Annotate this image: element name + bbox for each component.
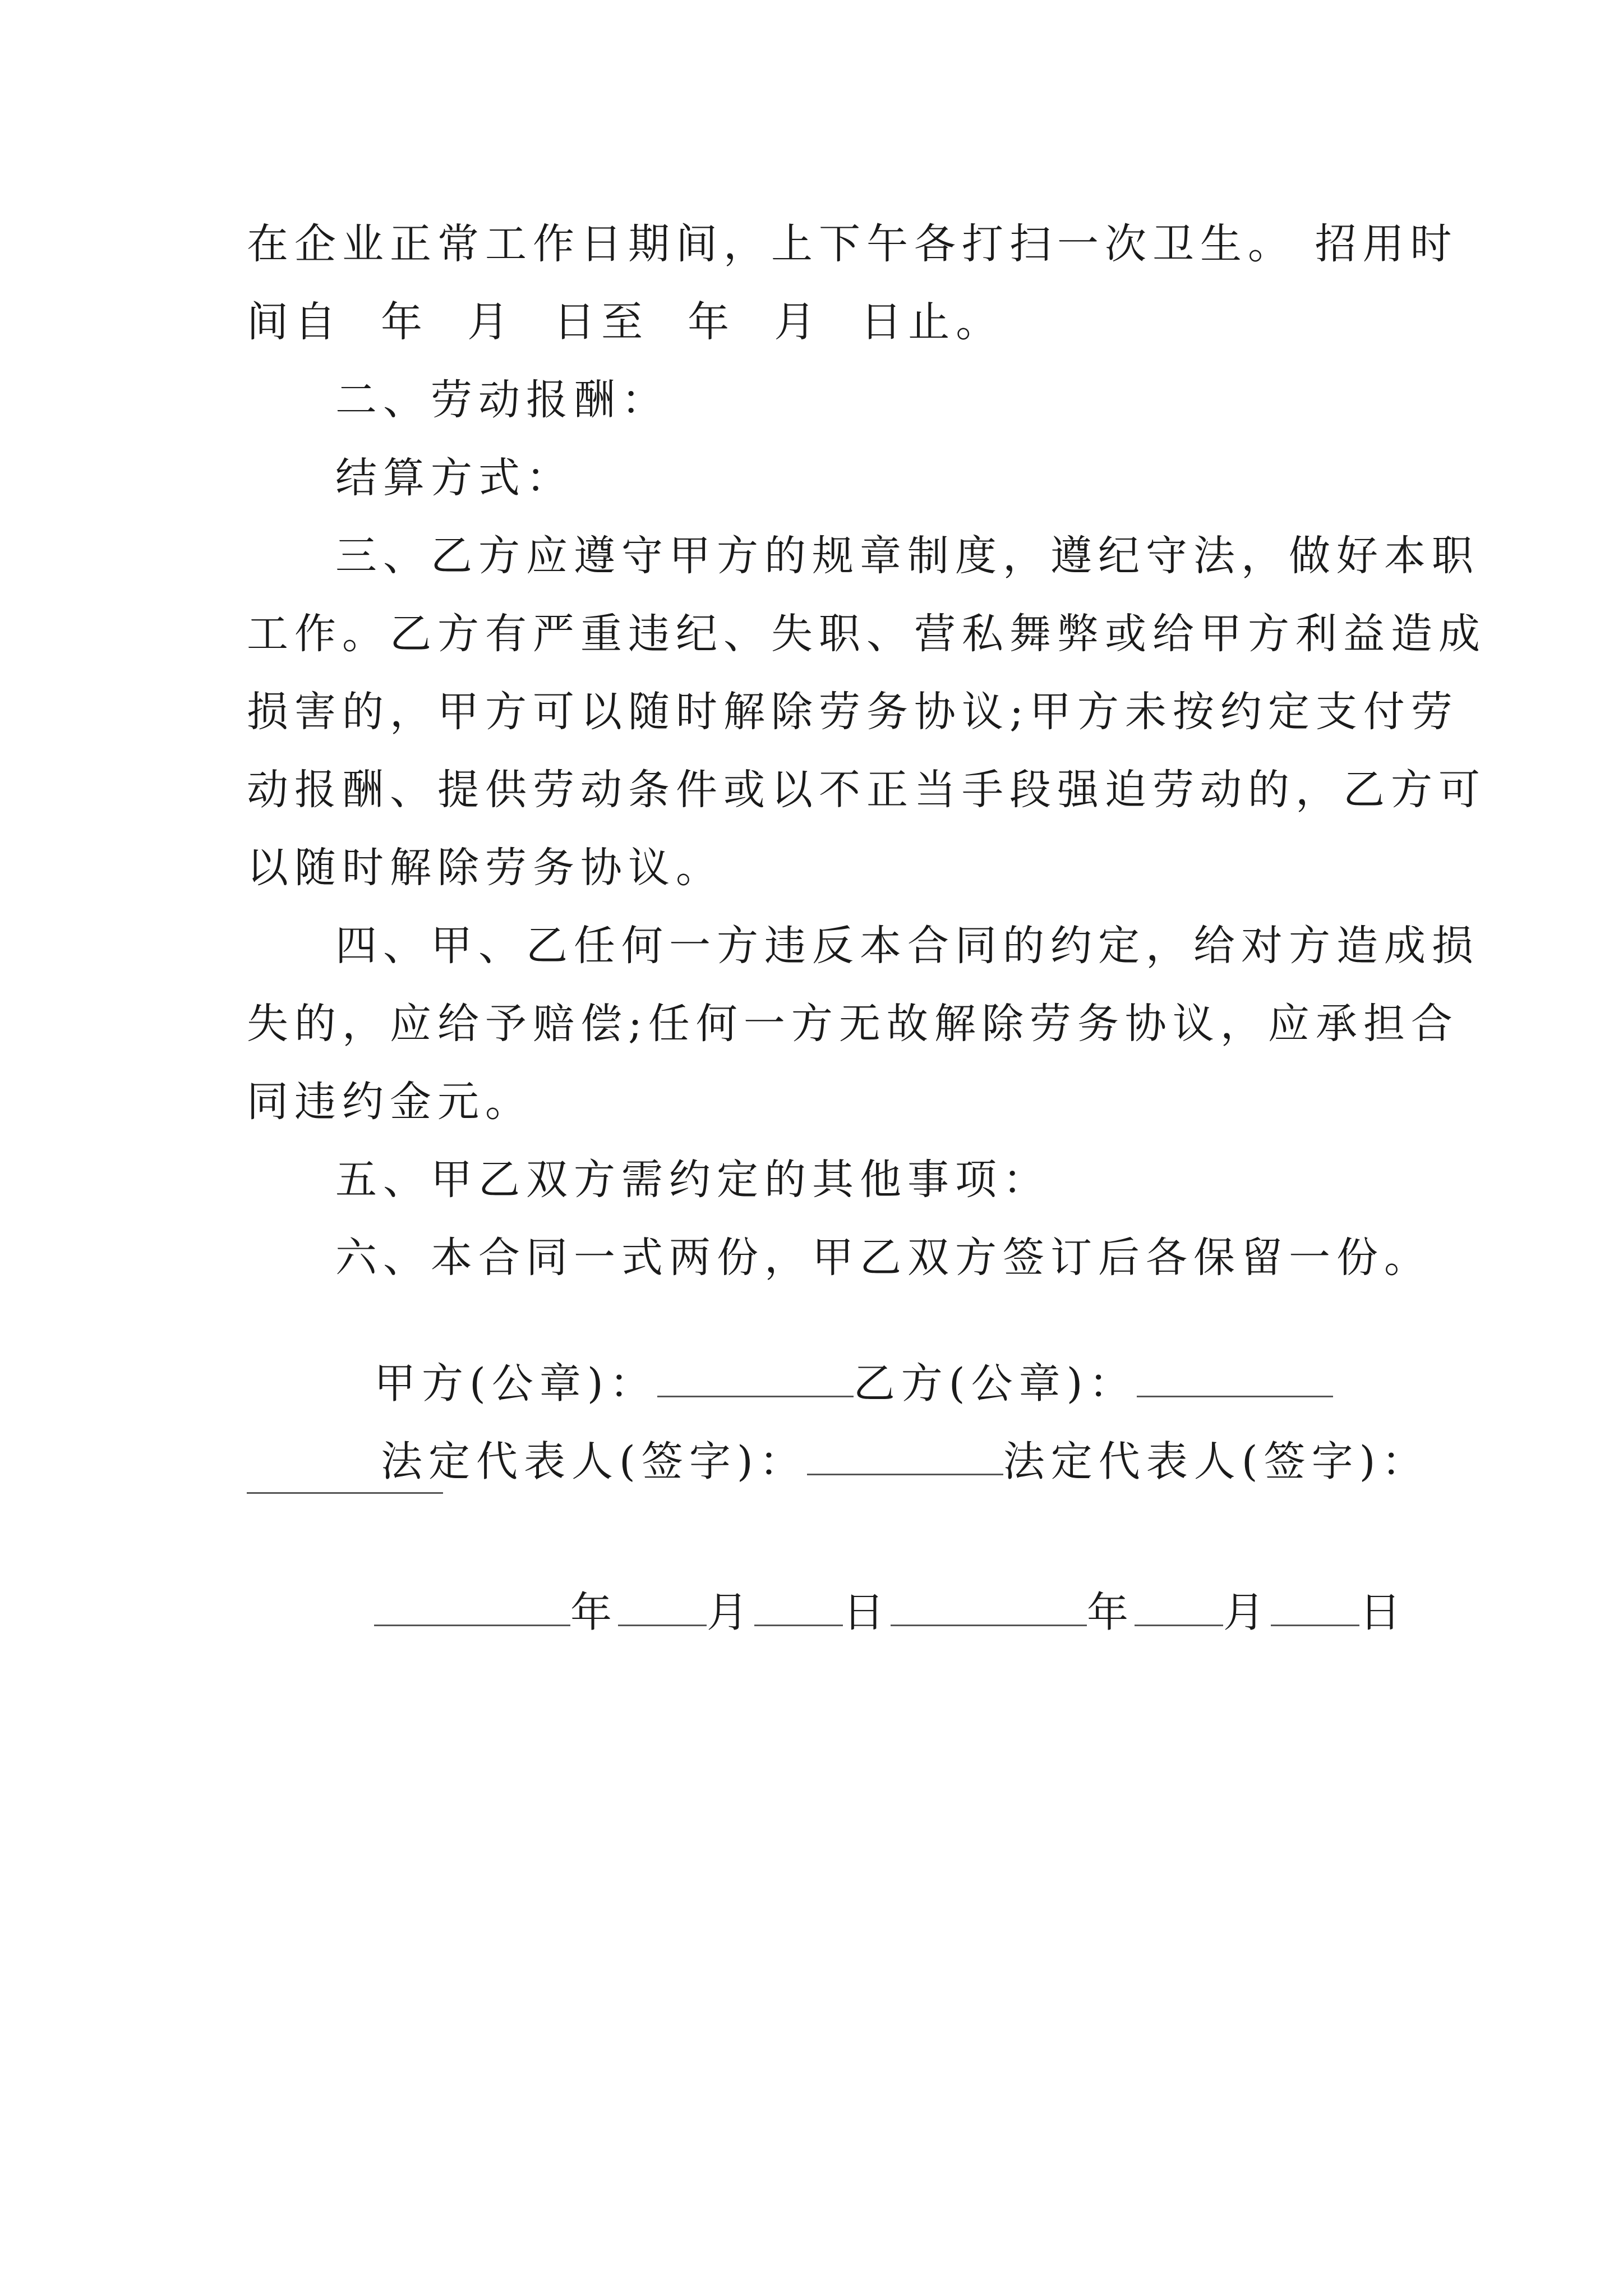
section-2-heading: 二、劳动报酬： [335, 376, 669, 424]
section-5-heading: 五、甲乙双方需约定的其他事项： [335, 1156, 1050, 1204]
section-3-line-2: 工作。乙方有严重违纪、失职、营私舞弊或给甲方利益造成 [247, 610, 1486, 658]
party-b-year-label: 年 [1087, 1588, 1135, 1637]
date-signature-row [335, 1544, 1408, 1637]
seal-signature-row [335, 1315, 1333, 1408]
party-b-seal-label: 乙方(公章)： [853, 1359, 1137, 1408]
section-3-line-3: 损害的，甲方可以随时解除劳务协议;甲方未按约定支付劳 [247, 688, 1459, 736]
party-a-seal-blank[interactable] [657, 1356, 854, 1397]
party-a-year-label: 年 [570, 1588, 619, 1637]
party-b-month-label: 月 [1223, 1588, 1271, 1637]
section-3-line-5: 以随时解除劳务协议。 [247, 844, 723, 892]
party-a-month-label: 月 [707, 1588, 755, 1637]
party-b-representative-blank[interactable] [247, 1492, 443, 1494]
party-a-day-blank[interactable] [754, 1585, 843, 1626]
party-b-seal-blank[interactable] [1137, 1356, 1333, 1397]
section-4-line-1: 四、甲、乙任何一方违反本合同的约定，给对方造成损 [335, 922, 1479, 970]
representative-signature-row [342, 1393, 1430, 1486]
contract-line-1: 在企业正常工作日期间，上下午各打扫一次卫生。 招用时 [247, 220, 1458, 268]
party-b-day-label: 日 [1359, 1588, 1408, 1637]
party-a-seal-label: 甲方(公章)： [374, 1359, 657, 1408]
party-b-year-blank[interactable] [891, 1585, 1087, 1626]
party-a-representative-label: 法定代表人(签字)： [381, 1437, 807, 1486]
section-6-line: 六、本合同一式两份，甲乙双方签订后各保留一份。 [335, 1234, 1432, 1282]
party-a-day-label: 日 [843, 1588, 891, 1637]
party-a-representative-blank[interactable] [807, 1434, 1003, 1475]
party-b-representative-label: 法定代表人(签字)： [1003, 1437, 1430, 1486]
settlement-method: 结算方式： [335, 454, 574, 502]
section-3-line-1: 三、乙方应遵守甲方的规章制度，遵纪守法，做好本职 [335, 532, 1479, 580]
party-a-year-blank[interactable] [374, 1585, 570, 1626]
party-a-month-blank[interactable] [618, 1585, 707, 1626]
party-b-month-blank[interactable] [1135, 1585, 1223, 1626]
contract-line-2: 间自 年 月 日至 年 月 日止。 [247, 298, 1004, 346]
section-3-line-4: 动报酬、提供劳动条件或以不正当手段强迫劳动的，乙方可 [247, 766, 1486, 814]
party-b-day-blank[interactable] [1271, 1585, 1359, 1626]
section-4-line-2: 失的，应给予赔偿;任何一方无故解除劳务协议，应承担合 [247, 1000, 1459, 1048]
section-4-line-3: 同违约金元。 [247, 1078, 533, 1126]
